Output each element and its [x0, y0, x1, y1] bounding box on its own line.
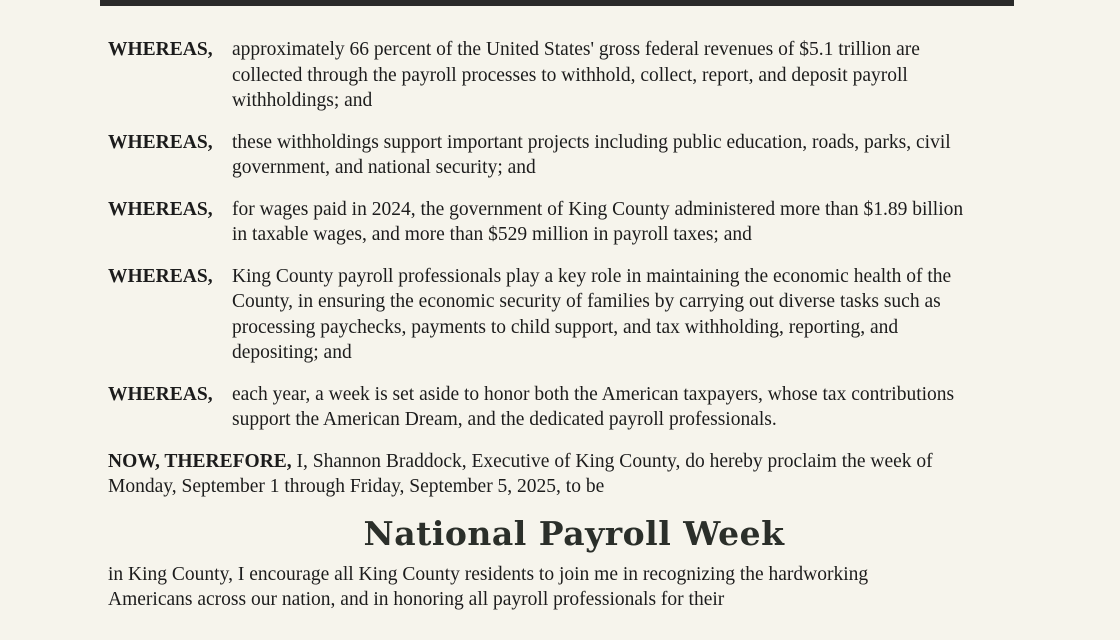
closing-text: in King County, I encourage all King County residents to join me in recognizing the hardworking Americans across our nation, and in honoring all payroll professionals for their: [108, 563, 869, 610]
whereas-text: for wages paid in 2024, the government of King County administered more than $1.89 billion in taxable wages, and more than $529 million in payroll taxes; and: [232, 198, 964, 245]
now-therefore-clause: [108, 449, 948, 500]
whereas-keyword: WHEREAS,: [108, 131, 213, 153]
top-border-rule: [100, 0, 1014, 6]
now-therefore-keyword: NOW, THEREFORE,: [108, 450, 292, 472]
now-therefore-text: I, Shannon Braddock, Executive of King County, do hereby proclaim the week of Monday, September 1 through Friday, September 5, 2025, to be: [108, 450, 933, 497]
proclamation-body: [108, 37, 988, 613]
whereas-text: King County payroll professionals play a key role in maintaining the economic health of the County, in ensuring the economic security of families by carrying out diverse tasks such as processing paychecks, payments to child support, and tax withholding, reporting, and depositing; and: [232, 265, 952, 363]
proclamation-title: National Payroll Week: [363, 513, 785, 553]
whereas-keyword: WHEREAS,: [108, 39, 213, 60]
whereas-clause-1: [108, 37, 988, 114]
whereas-text: these withholdings support important projects including public education, roads, parks, civil government, and national security; and: [232, 131, 951, 178]
whereas-text: approximately 66 percent of the United States' gross federal revenues of $5.1 trillion are collected through the payroll processes to withhold, collect, report, and deposit payroll withholdings; and: [232, 39, 920, 111]
whereas-text: each year, a week is set aside to honor both the American taxpayers, whose tax contributions support the American Dream, and the dedicated payroll professionals.: [232, 383, 955, 430]
whereas-keyword: WHEREAS,: [108, 265, 213, 287]
whereas-clause-5: [108, 382, 988, 433]
whereas-keyword: WHEREAS,: [108, 198, 213, 220]
whereas-clause-4: [108, 264, 988, 366]
whereas-clause-2: [108, 130, 988, 181]
whereas-keyword: WHEREAS,: [108, 383, 213, 405]
whereas-clause-3: [108, 197, 988, 248]
